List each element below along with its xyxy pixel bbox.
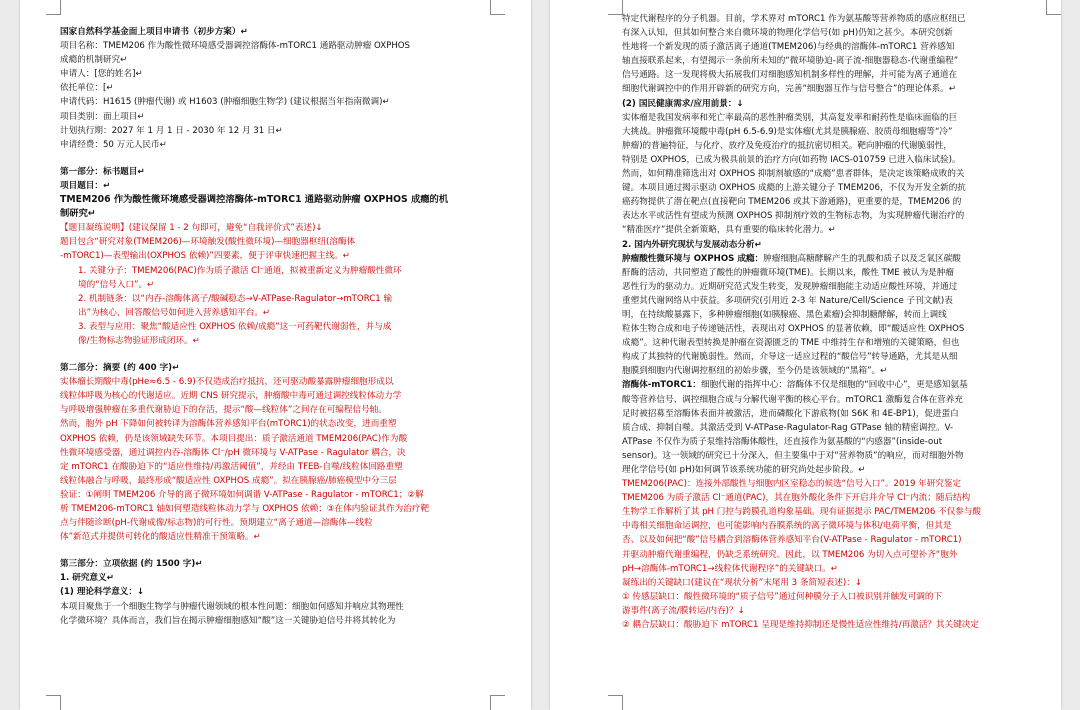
text-line: 3. 表型与应用：聚焦“酸适应性 OXPHOS 依赖/成瘾”这一可药靶代谢弱性，并与成	[78, 321, 392, 332]
text-line: ATPase 不仅作为质子泵维持溶酶体酸性，还直接作为氨基酸的“内感器”(inside-out	[622, 436, 943, 447]
text-line: 化学微环境？具体而言，我们旨在揭示肿瘤细胞感知“酸”这一关键胁迫信号并将其转化为	[60, 615, 396, 626]
text-line: sensor)。这一领域的研究已十分深入，但主要集中于对“营养物质”的响应，而对细胞外物	[622, 450, 964, 461]
text-line: 质合成、抑制自噬。其激活受到 V-ATPase-Ragulator-Rag GTPase 轴的精密调控。V-	[622, 422, 954, 433]
paragraph-lead: 肿瘤酸性微环境与 OXPHOS 成瘾：	[622, 253, 764, 264]
research-background-continued	[622, 12, 1047, 632]
paragraph-text: 细胞代谢的指挥中心：溶酶体不仅是细胞的“回收中心”，更是感知氨基	[700, 380, 968, 391]
text-line: 构成了其独特的代谢脆弱性。然而，介导这一适应过程的“酸信号”转导通路，尤其是从细	[622, 352, 958, 363]
text-line: 性微环境感受器，通过调控内吞-溶酶体 Cl⁻/pH 微环境与 V-ATPase - Ragulator 耦合，决	[60, 447, 406, 458]
crop-mark-top-right	[1046, 0, 1061, 15]
text-line: TMEM206(PAC)：连接外部酸性与细胞内区室稳态的候选“信号入口”。2019 年研究鉴定	[622, 479, 962, 490]
text-line: ② 耦合层缺口：酸胁迫下 mTORC1 呈现是维持抑制还是慢性适应性维持/再激活？其关键决定	[622, 620, 979, 631]
text-line: (2) 国民健康需求/应用前景：↓	[622, 98, 744, 109]
text-line: 成瘾”。这种代谢表型转换是肿瘤在资源匮乏的 TME 中维持生存和增殖的关键策略，但也	[622, 338, 960, 349]
part2-abstract-section	[60, 361, 506, 544]
text-line: TMEM206 作为酸性微环境感受器调控溶酶体-mTORC1 通路驱动肿瘤 OXPHOS 成瘾的机	[60, 194, 449, 206]
text-line: 线粒体呼吸为核心的代谢适应。近期 CNS 研究提示，肿瘤酸中毒可通过调控线粒体动力学	[60, 391, 402, 402]
text-line: 细胞代谢调控中的作用开辟新的研究方向，完善“细胞器互作与信号整合”的理论体系。↵	[622, 84, 957, 95]
text-line: 计划执行期：2027 年 1 月 1 日 - 2030 年 12 月 31 日↵	[60, 125, 283, 136]
text-line: 酐酶的活动，共同塑造了酸性的肿瘤微环境(TME)。长期以来，酸性 TME 被认为是肿瘤	[622, 267, 954, 278]
text-line: 第二部分：摘要 (约 400 字)↵	[60, 363, 180, 374]
text-line: 实体瘤是我国发病率和死亡率最高的恶性肿瘤类别，其高复发率和耐药性是临床面临的巨	[622, 112, 958, 123]
text-line: 胞膜到细胞内代谢调控枢纽的初始步骤，至今仍是该领域的“黑箱”。↵	[622, 366, 888, 377]
text-line: 然而，胞外 pH 下降如何被转译为溶酶体营养感知平台(mTORC1)的状态改变，进而重塑	[60, 419, 397, 430]
text-line: 申请人：[您的姓名]↵	[60, 69, 143, 80]
text-line: 实体瘤长期酸中毒(pHe≈6.5 - 6.9)不仅造成治疗抵抗，还可驱动酸暴露肿瘤细胞形成以	[60, 377, 394, 388]
text-line: 键。本项目通过揭示驱动 OXPHOS 成瘾的上游关键分子 TMEM206，不仅为开发全新的抗	[622, 183, 966, 194]
text-line: 明，在持续酸暴露下，多种肿瘤细胞(如胰腺癌、黑色素瘤)会抑制糖酵解，转而上调线	[622, 309, 947, 320]
part3-rationale-section	[60, 557, 506, 627]
text-line: 定 mTORC1 在酸胁迫下的“适应性维持/再激活阈值”，并经由 TFEB-自噬/线粒体回路重塑	[60, 461, 403, 472]
text-line: (1) 理论科学意义：↓	[60, 587, 145, 598]
crop-mark-bottom-right	[490, 695, 505, 710]
text-line: 癌药物提供了潜在靶点(直接靶向 TMEM206 或其下游通路)，更重要的是，TMEM206 的	[622, 197, 962, 208]
text-line: 依托单位：[↵	[60, 83, 114, 94]
text-line: 验证：①阐明 TMEM206 介导的离子微环境如何调谐 V-ATPase - Ragulator - mTORC1；②解	[60, 489, 424, 500]
text-line: 生物学工作解析了其 pH 门控与跨膜孔道构象基础。现有证据提示 PAC/TMEM206 不仅参与酸	[622, 507, 982, 518]
left-page-content	[60, 25, 506, 628]
text-line: 游事件(离子流/膜转运/内吞)？↓	[622, 605, 745, 616]
text-line: 成瘾的机制研究↵	[60, 55, 128, 66]
paragraph-lead: 溶酶体-mTORC1：	[622, 380, 701, 391]
text-line: OXPHOS 依赖，仍是该领域缺失环节。本项目提出：质子激活通道 TMEM206(PAC)作为酸	[60, 433, 408, 444]
text-line: 凝练出的关键缺口(建议在“现状分析”末尾用 3 条简短表述)：↓	[622, 577, 862, 588]
text-line: 第一部分：标书题目↵	[60, 166, 145, 177]
text-line: 有深入认知，但其如何整合来自微环境的物理化学信号(如 pH)仍知之甚少。本研究创新	[622, 28, 953, 39]
text-line: 与呼吸增强肿瘤在多重代谢胁迫下的存活，提示“酸—线粒体”之间存在可编程信号轴。	[60, 405, 387, 416]
text-line: 点与伴随诊断(pH-代谢成像/标志物)的可行性。预期建立“离子通道—溶酶体—线粒	[60, 518, 373, 529]
crop-mark-top-right	[490, 0, 505, 15]
text-line: “精准医疗”提供全新策略，具有重要的临床转化潜力。↵	[622, 225, 836, 236]
text-line: 特别是 OXPHOS，已成为极具前景的治疗方向(如药物 IACS-010759 已进入临床试验)。	[622, 154, 961, 165]
text-line: 境的“信号入口”。↵	[78, 279, 155, 290]
crop-mark-bottom-left	[608, 695, 623, 710]
text-line: 轴直接联系起来，有望揭示一条前所未知的“微环境胁迫-离子流-细胞器稳态-代谢重编程”	[622, 56, 959, 67]
text-line: pH→溶酶体-mTORC1→线粒体代谢程序”的关键缺口。↵	[622, 563, 838, 574]
text-line: 否、以及如何把“酸”信号耦合到溶酶体营养感知平台(V-ATPase - Ragulator - mTORC1)	[622, 535, 962, 546]
text-line: 体”新范式并提供可转化的酸适应性精准干预策略。↵	[60, 532, 261, 543]
text-line: 申请代码：H1615 (肿瘤代谢) 或 H1603 (肿瘤细胞生物学) (建议根据当年指南微调)↵	[60, 97, 390, 108]
text-line: 1. 研究意义↵	[60, 573, 114, 584]
text-line: 1. 关键分子：TMEM206(PAC)作为质子激活 Cl⁻通道，拟被重新定义为肿瘤酸性微环	[78, 265, 402, 276]
text-line: 并驱动肿瘤代谢重编程，仍缺乏系统研究。因此，以 TMEM206 为切入点可望补齐“胞外	[622, 549, 958, 560]
text-line: 中毒相关细胞命运调控，也可能影响内吞膜系统的离子微环境与体积/电荷平衡，但其是	[622, 521, 952, 532]
crop-mark-bottom-left	[46, 695, 61, 710]
text-line: 析 TMEM206-mTORC1 轴如何塑造线粒体动力学与 OXPHOS 依赖；③在体内验证其作为治疗靶	[60, 504, 430, 514]
document-page-right	[550, 0, 1061, 710]
text-line: 项目题目：↵	[60, 180, 111, 191]
text-line: 足时被招募至溶酶体表面并被激活，进而磷酸化下游底物(如 S6K 和 4E-BP1)，促进蛋白	[622, 408, 959, 419]
text-line: 本项目聚焦于一个细胞生物学与肿瘤代谢领域的根本性问题：细胞如何感知并响应其物理性	[60, 601, 404, 612]
text-line: 国家自然科学基金面上项目申请书（初步方案）↵	[60, 27, 248, 37]
text-line: 第三部分：立项依据 (约 1500 字)↵	[60, 559, 203, 570]
text-line: 项目类别：面上项目↵	[60, 111, 145, 122]
text-line: TMEM206 为质子激活 Cl⁻通道(PAC)，其在胞外酸化条件下开启并介导 Cl⁻内流；随后结构	[622, 493, 971, 504]
proposal-header	[60, 25, 506, 152]
text-line: 理化学信号(如 pH)如何调节该系统功能的研究尚处起步阶段。↵	[622, 465, 866, 475]
text-line: 肿瘤)的普遍特征，与化疗、放疗及免疫治疗的抵抗密切相关。靶向肿瘤的代谢脆弱性，	[622, 140, 952, 151]
text-line: -mTORC1)—表型输出(OXPHOS 依赖)”四要素，便于评审快速把握主线。↵	[60, 251, 350, 262]
text-line: 酸等营养信号、调控细胞合成与分解代谢平衡的核心平台。mTORC1 激酶复合体在营养充	[622, 394, 963, 405]
text-line: 粒体生物合成和电子传递链活性，表现出对 OXPHOS 的显著依赖，即“酸适应性 OXPHOS	[622, 324, 965, 335]
crop-mark-top-left	[608, 0, 623, 15]
right-page-content	[622, 12, 1047, 632]
text-line: 2. 国内外研究现状与发展动态分析↵	[622, 239, 762, 250]
part1-title-section	[60, 165, 506, 348]
text-line: 出”为核心，回答酸信号如何进入营养感知平台。↵	[78, 307, 271, 318]
text-line: 信号通路。这一发现将极大拓展我们对细胞感知机制多样性的理解，并可能为离子通道在	[622, 70, 958, 81]
document-page-left	[20, 0, 531, 710]
text-line	[622, 252, 1047, 266]
text-line: 像/生物标志物验证形成闭环。↵	[78, 335, 200, 346]
paragraph-text: 肿瘤细胞高糖酵解产生的乳酸和质子以及乏氧区碳酸	[763, 253, 961, 264]
text-line: 表达水平或活性有望成为预测 OXPHOS 抑制剂疗效的生物标志物，为实现肿瘤代谢治疗的	[622, 211, 965, 222]
text-line: 然而，如何精准筛选出对 OXPHOS 抑制剂敏感的“成瘾”患者群体，是决定该策略成败的关	[622, 169, 965, 180]
text-line	[622, 378, 1047, 392]
text-line: 【题目凝练说明】(建议保留 1 - 2 句即可，避免“自我评价式”表述)↓	[60, 223, 323, 234]
text-line: 申请经费：50 万元人民币↵	[60, 139, 167, 150]
text-line: 题目包含“研究对象(TMEM206)—环境触发(酸性微环境)—细胞器枢纽(溶酶体	[60, 237, 356, 248]
text-line: 制研究↵	[60, 208, 96, 220]
text-line: 恶性行为的驱动力。近期研究范式发生转变，发现肿瘤细胞能主动适应酸性环境，并通过	[622, 281, 958, 292]
text-line: ① 传感层缺口：酸性微环境的“质子信号”通过何种膜分子入口被识别并触发可调的下	[622, 591, 943, 602]
text-line: 2. 机制链条：以“内吞-溶酶体离子/酸碱稳态→V-ATPase-Ragulator→mTORC1 输	[78, 293, 393, 304]
text-line: 线粒体融合与呼吸，最终形成“酸适应性 OXPHOS 成瘾”。拟在胰腺癌/肺癌模型中分三层	[60, 475, 397, 486]
text-line: 重塑其代谢网络从中获益。多项研究(引用近 2-3 年 Nature/Cell/Science 子刊文献)表	[622, 295, 953, 306]
text-line: 特定代谢程序的分子机器。目前，学术界对 mTORC1 作为氨基酸等营养物质的感应枢纽已	[622, 14, 966, 24]
text-line: 项目名称：TMEM206 作为酸性微环境感受器调控溶酶体-mTORC1 通路驱动肿瘤 OXPHOS	[60, 41, 411, 52]
text-line: 性地将一个新发现的质子激活离子通道(TMEM206)与经典的溶酶体-mTORC1 营养感知	[622, 42, 955, 53]
text-line: 大挑战。肿瘤微环境酸中毒(pH 6.5-6.9)是实体瘤(尤其是胰腺癌、胶质母细胞瘤等“冷”	[622, 126, 953, 137]
crop-mark-top-left	[46, 0, 61, 15]
